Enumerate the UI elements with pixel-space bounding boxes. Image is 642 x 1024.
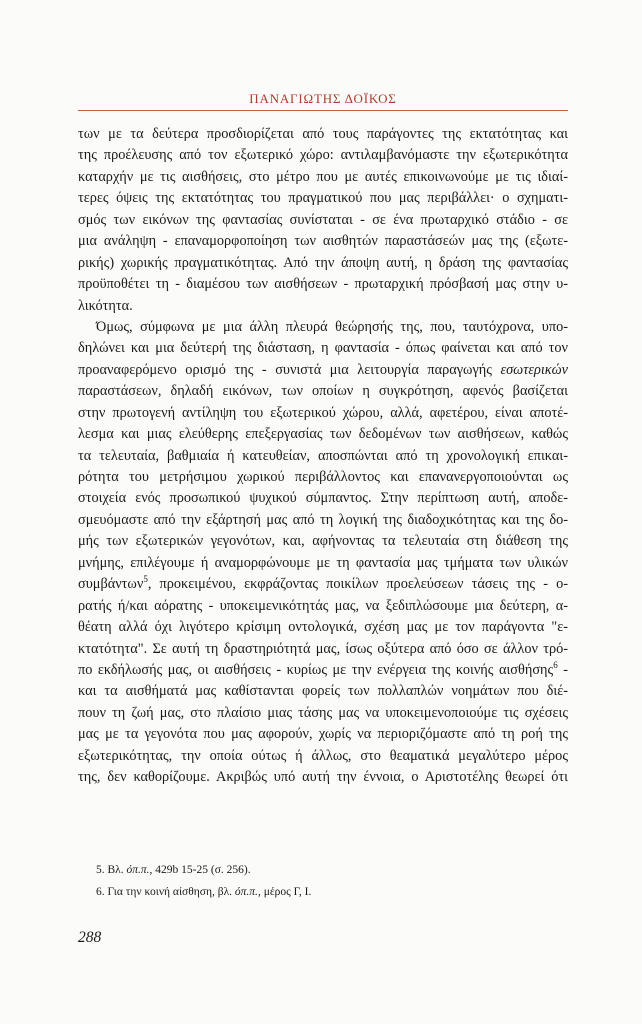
footnote-text: , 429b 15-25 (σ. 256). — [149, 864, 251, 876]
page-number: 288 — [78, 929, 102, 946]
footnote-ref-5[interactable]: 5 — [143, 574, 148, 585]
text-line: της προέλευσης από τον εξωτερικό χώρο: αντιλαμβανόμαστε την εξωτερικότητα — [78, 147, 568, 164]
text-span: , προκειμένου, εκφράζοντας ποικίλων προελεύσεων τάσεις της - ο- — [147, 576, 568, 593]
text-line: καταρχήν με τις αισθήσεις, στο μέτρο που με αυτές επικοινωνούμε με τις ιδιαί- — [78, 168, 568, 185]
text-line: λεσμα και μιας ελεύθερης επεξεργασίας των δεδομένων των αισθήσεων, καθώς — [78, 426, 568, 443]
footnote-6 — [96, 881, 568, 903]
footnotes — [96, 859, 568, 903]
italic-term: εσωτερικών — [500, 361, 568, 378]
text-line: στοιχεία ενός προσωπικού ψυχικού σύμπαντος. Στην περίπτωση αυτή, αποδε- — [78, 490, 568, 507]
text-line — [78, 360, 568, 381]
text-line: ρατής ή/και αόρατης - υποκειμενικότητάς μας, να ξεδιπλώσουμε μια δεύτερη, α- — [78, 597, 568, 614]
text-line: δηλώνει και μια δεύτερή της διάσταση, η φαντασία - όπως φαίνεται και από τον — [78, 340, 568, 357]
footnote-italic: όπ.π. — [126, 864, 150, 876]
header-rule — [78, 110, 568, 111]
text-line: λικότητα. — [78, 297, 133, 314]
footnote-text: 6. Για την κοινή αίσθηση, βλ. — [96, 886, 235, 898]
running-header: ΠΑΝΑΓΙΩΤΗΣ ΔΟΪΚΟΣ — [249, 91, 397, 106]
footnote-ref-6[interactable]: 6 — [553, 660, 558, 671]
text-line: της, δεν καθορίζουμε. Ακριβώς υπό αυτή την έννοια, ο Αριστοτέλης θεωρεί ότι — [78, 769, 568, 786]
text-line: παραστάσεων, δηλαδή εικόνων, των οποίων η συγκρότηση, αφενός βασίζεται — [78, 383, 568, 400]
text-line: τα τελευταία, βαθμιαία ή κατευθείαν, αποσπώνται από τη χρονολογική επικαι- — [78, 447, 568, 464]
main-text — [78, 124, 568, 789]
text-line — [78, 574, 568, 595]
text-line: ρικής) χωρικής πραγματικότητας. Από την άποψη αυτή, η δράση της φαντασίας — [78, 254, 568, 271]
text-span: - — [557, 661, 568, 678]
text-line: Όμως, σύμφωνα με μια άλλη πλευρά θεώρησής της, που, ταυτόχρονα, υπο- — [96, 318, 568, 335]
text-line: σμός των εικόνων της φαντασίας συνίσταται - σε ένα πρωταρχικό στάδιο - σε — [78, 211, 568, 228]
text-span: συμβάντων — [78, 576, 144, 593]
text-line: ρότητα του μετρήσιμου χωρικού περιβάλλοντος και επανανεργοποιούνται ως — [78, 469, 568, 485]
text-line: πουν τη ζωή μας, στο πλαίσιο μιας τάσης μας να υποκειμενοποιούμε τις σχέσεις — [78, 704, 568, 721]
text-line: των με τα δεύτερα προσδιορίζεται από τους παράγοντες της εκτατότητας και — [78, 126, 568, 142]
text-line — [78, 660, 568, 681]
text-line: τερες όψεις της εκτατότητας του πραγματικού που μας περιβάλλει· ο σχηματι- — [78, 190, 568, 207]
footnote-italic: όπ.π. — [234, 886, 258, 898]
text-span: πο εκδήλωσής μας, οι αισθήσεις - κυρίως με την ενέργεια της κοινής αισθήσης — [78, 661, 554, 678]
footnote-text: , μέρος Γ, Ι. — [257, 886, 312, 898]
text-line: εξωτερικότητας, την οποία ούτως ή άλλως, στο θεαματικά μεγαλύτερο μέρος — [78, 747, 568, 764]
text-line: κτατότητα". Σε αυτή τη δραστηριότητά μας, ίσως οξύτερα από όσο σε άλλον τρό- — [78, 640, 568, 657]
text-line: μής των εξωτερικών γεγονότων, και, αφήνοντας τα τελευταία στη διάθεση της — [78, 533, 568, 550]
text-line: σμευόμαστε από την εξάρτησή μας από τη λογική της διαδοχικότητας και της δο- — [78, 511, 568, 528]
text-span: προαναφερόμενο ορισμό της - συνιστά μια λειτουργία παραγωγής — [78, 361, 501, 378]
footnote-text: 5. Βλ. — [96, 864, 127, 876]
text-line: μια ανάληψη - επαναμορφοποίηση των αισθητών παραστάσεών μας της (εξωτε- — [78, 233, 568, 250]
text-line: και τα αισθήματά μας καθίστανται φορείς των πολλαπλών νοημάτων που διέ- — [78, 683, 568, 700]
text-line: θέατη αλλά όχι λιγότερο κρίσιμη οντολογικά, σχέση μας με τον παράγοντα "ε- — [78, 619, 568, 636]
text-line: μνήμης, επιλέγουμε ή αναμορφώνουμε με τη φαντασία μας τμήματα των υλικών — [78, 554, 568, 571]
text-line: στην πρωτογενή αντίληψη του εξωτερικού χώρου, αλλά, αφετέρου, είναι αποτέ- — [78, 404, 568, 421]
text-line: μας με τα γεγονότα που μας αφορούν, χωρίς να περιοριζόμαστε από τη ροή της — [78, 726, 568, 743]
text-line: προϋποθέτει τη - διαμέσου των αισθήσεων - πρωταρχική πρόσβασή μας στην υ- — [78, 276, 568, 293]
footnote-5 — [96, 859, 568, 881]
